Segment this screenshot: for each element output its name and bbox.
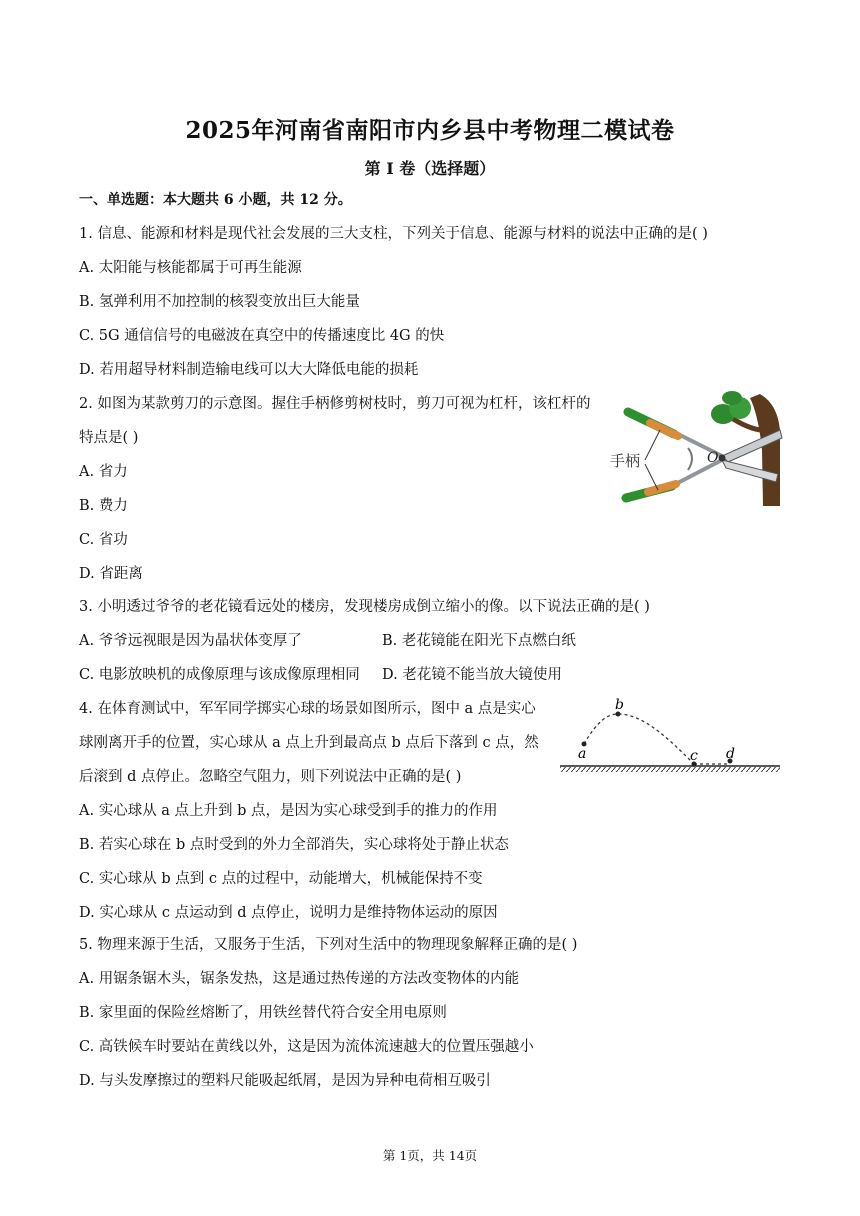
- volume-subtitle: 第 I 卷（选择题）: [364, 159, 496, 178]
- q2-option-b: B. 费力: [79, 498, 128, 514]
- section-heading: 一、单选题：本大题共 6 小题，共 12 分。: [79, 192, 352, 208]
- point-c-label: c: [690, 748, 698, 764]
- q3-stem: 3. 小明透过爷爷的老花镜看远处的楼房，发现楼房成倒立缩小的像。以下说法正确的是( ): [79, 599, 650, 615]
- q1-option-d: D. 若用超导材料制造输电线可以大大降低电能的损耗: [79, 362, 419, 378]
- leaf-shape: [722, 391, 742, 405]
- ground-hatch: [560, 767, 780, 772]
- q2-option-c: C. 省功: [79, 532, 128, 548]
- q5-option-c: C. 高铁候车时要站在黄线以外，这是因为流体流速越大的位置压强越小: [79, 1039, 534, 1055]
- point-a-label: a: [578, 746, 587, 762]
- q3-option-a: A. 爷爷远视眼是因为晶状体变厚了: [79, 633, 302, 649]
- pivot-label: O: [707, 450, 719, 466]
- handle-label: 手柄: [610, 452, 641, 470]
- q5-stem: 5. 物理来源于生活，又服务于生活，下列对生活中的物理现象解释正确的是( ): [79, 937, 578, 953]
- q4-option-d: D. 实心球从 c 点运动到 d 点停止，说明力是维持物体运动的原因: [79, 905, 498, 921]
- q4-option-a: A. 实心球从 a 点上升到 b 点，是因为实心球受到手的推力的作用: [79, 803, 498, 819]
- q2-option-d: D. 省距离: [79, 566, 143, 582]
- q5-option-b: B. 家里面的保险丝熔断了，用铁丝替代符合安全用电原则: [79, 1005, 447, 1021]
- q1-option-b: B. 氢弹利用不加控制的核裂变放出巨大能量: [79, 294, 360, 310]
- q2-stem-line1: 2. 如图为某款剪刀的示意图。握住手柄修剪树枝时，剪刀可视为杠杆，该杠杆的: [79, 396, 591, 412]
- point-b-label: b: [615, 698, 624, 713]
- q4-option-c: C. 实心球从 b 点到 c 点的过程中，动能增大，机械能保持不变: [79, 871, 483, 887]
- lower-handle-sleeve: [648, 484, 676, 492]
- page-title: 2025年河南省南阳市内乡县中考物理二模试卷: [185, 117, 675, 144]
- label-pointer: [645, 464, 658, 490]
- label-pointer: [645, 430, 660, 460]
- q3-option-c: C. 电影放映机的成像原理与该成像原理相同: [79, 667, 360, 683]
- ball-trajectory-figure: [558, 698, 783, 778]
- q1-option-a: A. 太阳能与核能都属于可再生能源: [79, 260, 302, 276]
- q4-stem-line1: 4. 在体育测试中，军军同学掷实心球的场景如图所示，图中 a 点是实心: [79, 701, 536, 717]
- scissors-figure: [610, 390, 785, 512]
- trajectory-path: [584, 714, 694, 764]
- q4-stem-line3: 后滚到 d 点停止。忽略空气阻力，则下列说法中正确的是( ): [79, 769, 462, 785]
- q5-option-d: D. 与头发摩擦过的塑料尺能吸起纸屑，是因为异种电荷相互吸引: [79, 1073, 491, 1089]
- q1-stem: 1. 信息、能源和材料是现代社会发展的三大支柱，下列关于信息、能源与材料的说法中正确的是( ): [79, 226, 708, 242]
- page-footer: 第 1页，共 14页: [382, 1148, 478, 1163]
- q3-option-b: B. 老花镜能在阳光下点燃白纸: [382, 633, 576, 649]
- q5-option-a: A. 用锯条锯木头，锯条发热，这是通过热传递的方法改变物体的内能: [79, 971, 520, 987]
- q4-option-b: B. 若实心球在 b 点时受到的外力全部消失，实心球将处于静止状态: [79, 837, 509, 853]
- q2-option-a: A. 省力: [79, 464, 128, 480]
- pivot-point: [719, 455, 726, 462]
- q4-stem-line2: 球刚离开手的位置，实心球从 a 点上升到最高点 b 点后下落到 c 点，然: [79, 735, 539, 751]
- q2-stem-line2: 特点是( ): [79, 430, 139, 446]
- q3-option-d: D. 老花镜不能当放大镜使用: [382, 667, 562, 683]
- q1-option-c: C. 5G 通信信号的电磁波在真空中的传播速度比 4G 的快: [79, 328, 445, 344]
- point-d-label: d: [726, 746, 735, 762]
- spring: [688, 448, 692, 470]
